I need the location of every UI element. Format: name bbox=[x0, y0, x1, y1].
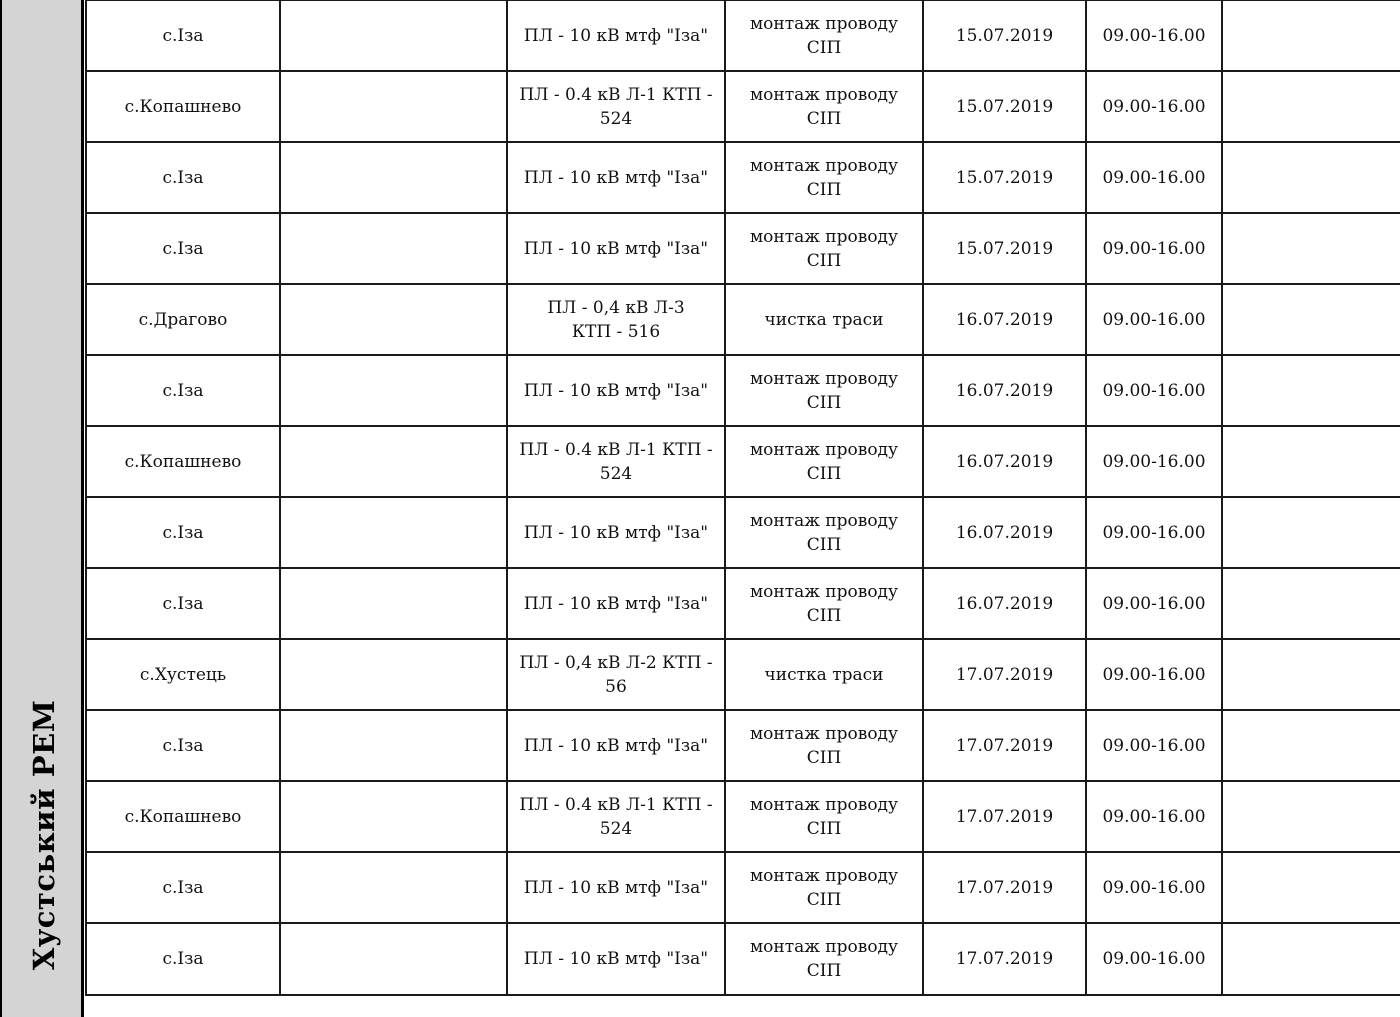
table-row bbox=[86, 284, 1400, 355]
power-line-cell: ПЛ - 0.4 кВ Л-1 КТП - 524 bbox=[507, 71, 725, 142]
table-row bbox=[86, 426, 1400, 497]
village-cell: с.Копашнево bbox=[86, 71, 280, 142]
work-type-cell: монтаж проводу СІП bbox=[725, 355, 923, 426]
work-type-cell: монтаж проводу СІП bbox=[725, 0, 923, 71]
time-cell: 09.00-16.00 bbox=[1086, 213, 1222, 284]
date-cell: 17.07.2019 bbox=[923, 923, 1086, 995]
table-row bbox=[86, 497, 1400, 568]
time-cell: 09.00-16.00 bbox=[1086, 426, 1222, 497]
empty-cell bbox=[280, 710, 507, 781]
empty-cell bbox=[280, 639, 507, 710]
time-cell: 09.00-16.00 bbox=[1086, 852, 1222, 923]
date-cell: 15.07.2019 bbox=[923, 0, 1086, 71]
note-cell bbox=[1222, 142, 1400, 213]
village-cell: с.Іза bbox=[86, 568, 280, 639]
note-cell bbox=[1222, 0, 1400, 71]
time-cell: 09.00-16.00 bbox=[1086, 71, 1222, 142]
table-row bbox=[86, 568, 1400, 639]
table-row bbox=[86, 710, 1400, 781]
power-line-cell: ПЛ - 0.4 кВ Л-1 КТП - 524 bbox=[507, 426, 725, 497]
date-cell: 17.07.2019 bbox=[923, 781, 1086, 852]
empty-cell bbox=[280, 213, 507, 284]
note-cell bbox=[1222, 426, 1400, 497]
table-row bbox=[86, 923, 1400, 995]
table-row bbox=[86, 355, 1400, 426]
note-cell bbox=[1222, 355, 1400, 426]
empty-cell bbox=[280, 355, 507, 426]
note-cell bbox=[1222, 71, 1400, 142]
time-cell: 09.00-16.00 bbox=[1086, 0, 1222, 71]
village-cell: с.Іза bbox=[86, 142, 280, 213]
work-type-cell: монтаж проводу СІП bbox=[725, 142, 923, 213]
time-cell: 09.00-16.00 bbox=[1086, 355, 1222, 426]
work-type-cell: монтаж проводу СІП bbox=[725, 852, 923, 923]
power-line-cell: ПЛ - 10 кВ мтф "Іза" bbox=[507, 497, 725, 568]
table-row bbox=[86, 639, 1400, 710]
village-cell: с.Іза bbox=[86, 852, 280, 923]
note-cell bbox=[1222, 497, 1400, 568]
work-type-cell: монтаж проводу СІП bbox=[725, 568, 923, 639]
date-cell: 17.07.2019 bbox=[923, 639, 1086, 710]
empty-cell bbox=[280, 568, 507, 639]
date-cell: 16.07.2019 bbox=[923, 355, 1086, 426]
time-cell: 09.00-16.00 bbox=[1086, 781, 1222, 852]
table-row bbox=[86, 0, 1400, 71]
power-line-cell: ПЛ - 10 кВ мтф "Іза" bbox=[507, 213, 725, 284]
note-cell bbox=[1222, 852, 1400, 923]
village-cell: с.Копашнево bbox=[86, 781, 280, 852]
time-cell: 09.00-16.00 bbox=[1086, 497, 1222, 568]
village-cell: с.Драгово bbox=[86, 284, 280, 355]
village-cell: с.Іза bbox=[86, 497, 280, 568]
work-type-cell: чистка траси bbox=[725, 639, 923, 710]
power-line-cell: ПЛ - 10 кВ мтф "Іза" bbox=[507, 852, 725, 923]
power-line-cell: ПЛ - 10 кВ мтф "Іза" bbox=[507, 923, 725, 995]
village-cell: с.Іза bbox=[86, 355, 280, 426]
empty-cell bbox=[280, 426, 507, 497]
work-type-cell: монтаж проводу СІП bbox=[725, 71, 923, 142]
time-cell: 09.00-16.00 bbox=[1086, 568, 1222, 639]
note-cell bbox=[1222, 639, 1400, 710]
work-type-cell: монтаж проводу СІП bbox=[725, 497, 923, 568]
table-row bbox=[86, 142, 1400, 213]
date-cell: 16.07.2019 bbox=[923, 497, 1086, 568]
village-cell: с.Іза bbox=[86, 0, 280, 71]
work-type-cell: монтаж проводу СІП bbox=[725, 426, 923, 497]
power-line-cell: ПЛ - 10 кВ мтф "Іза" bbox=[507, 355, 725, 426]
table-row bbox=[86, 781, 1400, 852]
work-type-cell: монтаж проводу СІП bbox=[725, 710, 923, 781]
empty-cell bbox=[280, 284, 507, 355]
village-cell: с.Копашнево bbox=[86, 426, 280, 497]
time-cell: 09.00-16.00 bbox=[1086, 639, 1222, 710]
time-cell: 09.00-16.00 bbox=[1086, 142, 1222, 213]
village-cell: с.Іза bbox=[86, 923, 280, 995]
power-line-cell: ПЛ - 10 кВ мтф "Іза" bbox=[507, 0, 725, 71]
empty-cell bbox=[280, 71, 507, 142]
power-line-cell: ПЛ - 0,4 кВ Л-2 КТП - 56 bbox=[507, 639, 725, 710]
village-cell: с.Хустець bbox=[86, 639, 280, 710]
empty-cell bbox=[280, 781, 507, 852]
note-cell bbox=[1222, 568, 1400, 639]
date-cell: 15.07.2019 bbox=[923, 142, 1086, 213]
table-row bbox=[86, 852, 1400, 923]
note-cell bbox=[1222, 284, 1400, 355]
empty-cell bbox=[280, 852, 507, 923]
village-cell: с.Іза bbox=[86, 710, 280, 781]
outage-schedule-table bbox=[85, 0, 1400, 996]
power-line-cell: ПЛ - 0.4 кВ Л-1 КТП - 524 bbox=[507, 781, 725, 852]
note-cell bbox=[1222, 213, 1400, 284]
date-cell: 17.07.2019 bbox=[923, 852, 1086, 923]
date-cell: 16.07.2019 bbox=[923, 568, 1086, 639]
date-cell: 17.07.2019 bbox=[923, 710, 1086, 781]
date-cell: 16.07.2019 bbox=[923, 284, 1086, 355]
district-label: Хустський РЕМ bbox=[27, 699, 61, 971]
work-type-cell: чистка траси bbox=[725, 284, 923, 355]
date-cell: 15.07.2019 bbox=[923, 213, 1086, 284]
district-side-column bbox=[0, 0, 84, 1017]
empty-cell bbox=[280, 497, 507, 568]
empty-cell bbox=[280, 923, 507, 995]
time-cell: 09.00-16.00 bbox=[1086, 923, 1222, 995]
note-cell bbox=[1222, 781, 1400, 852]
work-type-cell: монтаж проводу СІП bbox=[725, 923, 923, 995]
note-cell bbox=[1222, 710, 1400, 781]
table-row bbox=[86, 213, 1400, 284]
power-line-cell: ПЛ - 10 кВ мтф "Іза" bbox=[507, 142, 725, 213]
work-type-cell: монтаж проводу СІП bbox=[725, 213, 923, 284]
empty-cell bbox=[280, 0, 507, 71]
work-type-cell: монтаж проводу СІП bbox=[725, 781, 923, 852]
note-cell bbox=[1222, 923, 1400, 995]
date-cell: 16.07.2019 bbox=[923, 426, 1086, 497]
schedule-body bbox=[86, 0, 1400, 995]
time-cell: 09.00-16.00 bbox=[1086, 710, 1222, 781]
table-row bbox=[86, 71, 1400, 142]
power-line-cell: ПЛ - 10 кВ мтф "Іза" bbox=[507, 710, 725, 781]
power-line-cell: ПЛ - 0,4 кВ Л-3 КТП - 516 bbox=[507, 284, 725, 355]
village-cell: с.Іза bbox=[86, 213, 280, 284]
empty-cell bbox=[280, 142, 507, 213]
date-cell: 15.07.2019 bbox=[923, 71, 1086, 142]
time-cell: 09.00-16.00 bbox=[1086, 284, 1222, 355]
power-line-cell: ПЛ - 10 кВ мтф "Іза" bbox=[507, 568, 725, 639]
